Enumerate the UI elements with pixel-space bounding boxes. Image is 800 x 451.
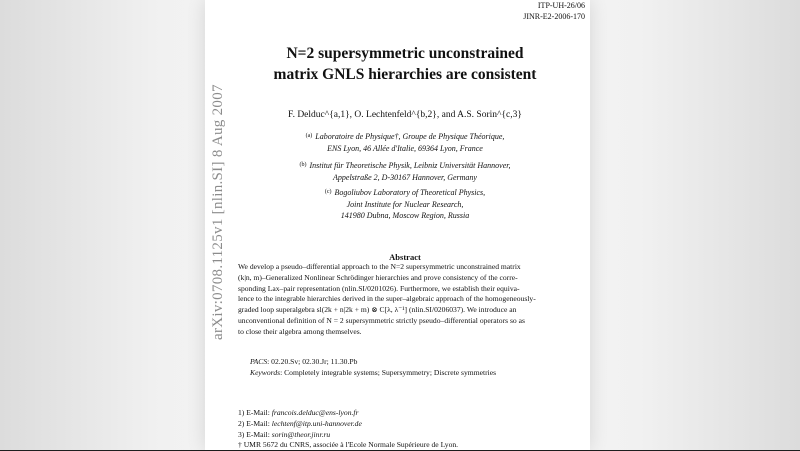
report-number: JINR-E2-2006-170	[523, 12, 585, 21]
report-numbers	[523, 0, 585, 22]
abstract-line: sponding Lax–pair representation (nlin.SI/0201026). Furthermore, we establish their equiva-	[238, 283, 520, 293]
pacs-keywords	[250, 356, 496, 378]
footnote	[238, 440, 458, 451]
keywords-value: : Completely integrable systems; Supersymmetry; Discrete symmetries	[280, 368, 497, 377]
footnote	[238, 408, 458, 419]
footnote	[238, 430, 458, 441]
abstract-line: lence to the integrable hierarchies derived in the super–algebraic approach of the homogeneously-	[238, 294, 536, 304]
affiliation-c	[225, 187, 585, 222]
affiliation-mark: (b)	[299, 162, 307, 168]
abstract-line: We develop a pseudo–differential approach to the N=2 supersymmetric unconstrained matrix	[238, 262, 521, 271]
abstract-body	[238, 262, 588, 338]
footnote-prefix: 3) E-Mail:	[238, 429, 272, 439]
footnote-email: lechtenf@itp.uni-hannover.de	[271, 418, 362, 428]
footnote-text: UMR 5672 du CNRS, associée à l'Ecole Normale Supérieure de Lyon.	[243, 440, 459, 450]
pacs-line	[250, 356, 496, 367]
keywords-line	[250, 367, 496, 378]
abstract-line: (k|n, m)–Generalized Nonlinear Schrödinger hierarchies and prove consistency of the corre-	[238, 272, 518, 282]
keywords-label: Keywords	[250, 368, 281, 377]
title-line: N=2 supersymmetric unconstrained	[286, 45, 524, 62]
affiliation-line: Bogoliubov Laboratory of Theoretical Physics,	[334, 188, 486, 197]
abstract-line: to close their algebra among themselves.	[238, 326, 362, 336]
abstract-heading: Abstract	[389, 252, 421, 262]
pacs-value: : 02.20.Sv; 02.30.Jr; 11.30.Pb	[267, 357, 358, 366]
affiliation-line: ENS Lyon, 46 Allée d'Italie, 69364 Lyon, France	[327, 143, 483, 153]
affiliation-mark: (c)	[324, 189, 332, 195]
footnote-prefix: 1) E-Mail:	[238, 408, 272, 417]
affiliation-b	[225, 160, 585, 183]
footnote	[238, 419, 458, 430]
paper-title	[225, 43, 585, 85]
affiliation-line: Appelstraße 2, D-30167 Hannover, Germany	[333, 172, 477, 182]
affiliation-line: Institut für Theoretische Physik, Leibniz Universität Hannover,	[309, 161, 511, 170]
affiliation-line: Joint Institute for Nuclear Research,	[346, 199, 464, 209]
affiliation-mark: (a)	[305, 133, 313, 139]
abstract-line: unconventional definition of N = 2 supersymmetric strictly pseudo–differential operators so as	[238, 315, 525, 325]
pacs-label: PACS	[250, 357, 268, 366]
title-line: matrix GNLS hierarchies are consistent	[273, 66, 537, 83]
affiliation-a	[225, 131, 585, 154]
author-list: F. Delduc^{a,1}, O. Lechtenfeld^{b,2}, and A.S. Sorin^{c,3}	[288, 110, 522, 120]
affiliation-line: 141980 Dubna, Moscow Region, Russia	[340, 211, 470, 220]
footnotes	[238, 408, 458, 451]
report-number: ITP-UH-26/06	[537, 1, 585, 10]
affiliation-line: Laboratoire de Physique†, Groupe de Physique Théorique,	[315, 132, 505, 141]
footnote-prefix: †	[238, 440, 244, 450]
abstract-line: graded loop superalgebra sl(2k + n|2k + m) ⊗ C[λ, λ⁻¹] (nlin.SI/0206037). We introduce an	[238, 305, 517, 315]
footnote-email: francois.delduc@ens-lyon.fr	[271, 408, 359, 417]
footnote-prefix: 2) E-Mail:	[238, 418, 272, 428]
arxiv-stamp: arXiv:0708.1125v1 [nlin.SI] 8 Aug 2007	[210, 84, 226, 340]
footnote-email: sorin@theor.jinr.ru	[271, 429, 331, 439]
